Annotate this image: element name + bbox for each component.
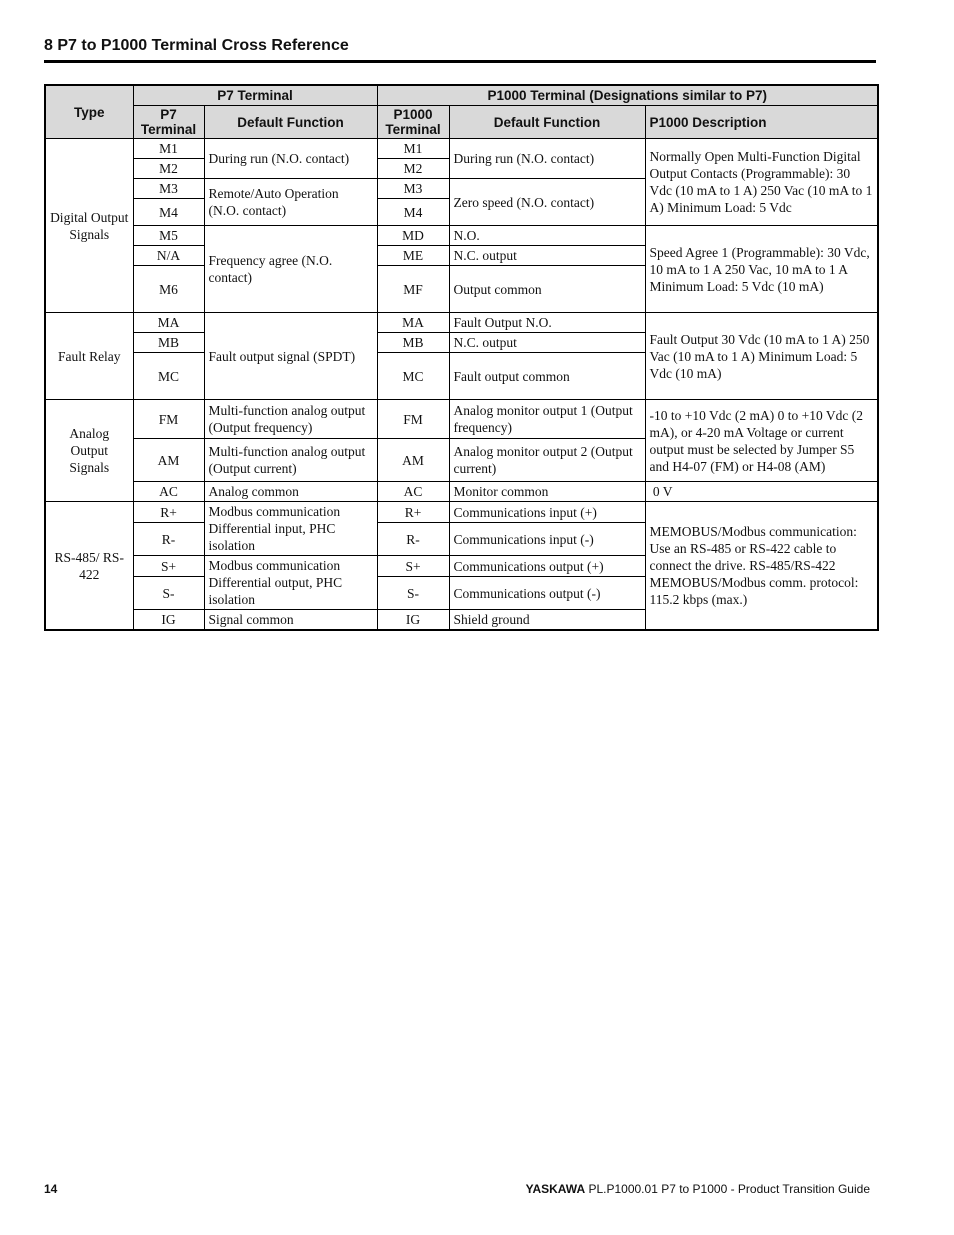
- p1000-description: Normally Open Multi-Function Digital Output Contacts (Programmable): 30 Vdc (10 mA to 1 A) 250 Vac (10 mA to 1 A) Minimum Load: 5 Vdc: [645, 139, 878, 226]
- p7-function: Remote/Auto Operation (N.O. contact): [204, 179, 377, 226]
- p7-function: Signal common: [204, 610, 377, 631]
- p7-terminal: M6: [133, 266, 204, 313]
- header-p7-terminal: P7 Terminal: [133, 106, 204, 139]
- type-rs485-rs422: RS-485/ RS-422: [45, 502, 133, 631]
- p1000-terminal: R+: [377, 502, 449, 523]
- header-row-columns: [45, 106, 878, 139]
- brand-name: YASKAWA: [525, 1182, 586, 1196]
- table-row: [45, 139, 878, 159]
- p7-function: During run (N.O. contact): [204, 139, 377, 179]
- p7-terminal: M3: [133, 179, 204, 199]
- p7-terminal: IG: [133, 610, 204, 631]
- p1000-function: Fault Output N.O.: [449, 313, 645, 333]
- terminal-cross-reference-table: [44, 84, 879, 631]
- type-digital-output: Digital Output Signals: [45, 139, 133, 313]
- p7-terminal: MA: [133, 313, 204, 333]
- p1000-terminal: S-: [377, 577, 449, 610]
- header-type: Type: [45, 85, 133, 139]
- p1000-terminal: MC: [377, 353, 449, 400]
- p1000-terminal: R-: [377, 523, 449, 556]
- p1000-description: MEMOBUS/Modbus communication: Use an RS-485 or RS-422 cable to connect the drive. RS-485/RS-422 MEMOBUS/Modbus comm. protocol: 115.2 kbps (max.): [645, 502, 878, 631]
- p1000-terminal: M2: [377, 159, 449, 179]
- header-p1000-default-function: Default Function: [449, 106, 645, 139]
- footer-doc-title: [526, 1182, 870, 1196]
- table-row: [45, 482, 878, 502]
- p1000-terminal: M1: [377, 139, 449, 159]
- p1000-function: During run (N.O. contact): [449, 139, 645, 179]
- p1000-function: Analog monitor output 1 (Output frequency): [449, 400, 645, 439]
- table-row: [45, 400, 878, 439]
- p1000-function: Analog monitor output 2 (Output current): [449, 439, 645, 482]
- p1000-function: N.C. output: [449, 333, 645, 353]
- p7-terminal: N/A: [133, 246, 204, 266]
- p1000-function: Communications input (+): [449, 502, 645, 523]
- p1000-function: Zero speed (N.O. contact): [449, 179, 645, 226]
- p7-terminal: M5: [133, 226, 204, 246]
- p7-terminal: FM: [133, 400, 204, 439]
- p7-function: Multi-function analog output (Output frequency): [204, 400, 377, 439]
- p7-function: Modbus communication Differential output, PHC isolation: [204, 556, 377, 610]
- p1000-description: -10 to +10 Vdc (2 mA) 0 to +10 Vdc (2 mA), or 4-20 mA Voltage or current output must be selected by Jumper S5 and H4-07 (FM) or H4-08 (AM): [645, 400, 878, 482]
- p1000-function: Monitor common: [449, 482, 645, 502]
- p1000-description: Fault Output 30 Vdc (10 mA to 1 A) 250 Vac (10 mA to 1 A) Minimum Load: 5 Vdc (10 mA): [645, 313, 878, 400]
- doc-title: PL.P1000.01 P7 to P1000 - Product Transition Guide: [585, 1182, 870, 1196]
- header-p1000-terminal-group: P1000 Terminal (Designations similar to P7): [377, 85, 878, 106]
- p1000-function: Output common: [449, 266, 645, 313]
- p7-terminal: MC: [133, 353, 204, 400]
- p1000-function: N.O.: [449, 226, 645, 246]
- p1000-terminal: MD: [377, 226, 449, 246]
- p1000-terminal: S+: [377, 556, 449, 577]
- title-rule: [44, 60, 876, 63]
- p7-terminal: M4: [133, 199, 204, 226]
- header-p7-default-function: Default Function: [204, 106, 377, 139]
- p7-terminal: AM: [133, 439, 204, 482]
- table-row: [45, 313, 878, 333]
- p1000-terminal: ME: [377, 246, 449, 266]
- p7-function: Multi-function analog output (Output current): [204, 439, 377, 482]
- p7-function: Analog common: [204, 482, 377, 502]
- table-row: [45, 226, 878, 246]
- page-number: 14: [44, 1182, 58, 1196]
- p7-function: Fault output signal (SPDT): [204, 313, 377, 400]
- table-row: [45, 502, 878, 523]
- p1000-terminal: FM: [377, 400, 449, 439]
- type-analog-output: Analog Output Signals: [45, 400, 133, 502]
- p7-terminal: M1: [133, 139, 204, 159]
- p1000-function: N.C. output: [449, 246, 645, 266]
- p1000-terminal: IG: [377, 610, 449, 631]
- p1000-function: Communications output (-): [449, 577, 645, 610]
- p1000-terminal: MB: [377, 333, 449, 353]
- header-p1000-terminal: P1000 Terminal: [377, 106, 449, 139]
- header-row-group: [45, 85, 878, 106]
- p7-terminal: S-: [133, 577, 204, 610]
- section-title: 8 P7 to P1000 Terminal Cross Reference: [44, 37, 349, 54]
- p7-terminal: S+: [133, 556, 204, 577]
- type-fault-relay: Fault Relay: [45, 313, 133, 400]
- p1000-terminal: M3: [377, 179, 449, 199]
- header-p7-terminal-group: P7 Terminal: [133, 85, 377, 106]
- p1000-terminal: AC: [377, 482, 449, 502]
- p7-terminal: M2: [133, 159, 204, 179]
- p1000-function: Shield ground: [449, 610, 645, 631]
- p1000-terminal: MA: [377, 313, 449, 333]
- p1000-description: 0 V: [645, 482, 878, 502]
- p1000-terminal: MF: [377, 266, 449, 313]
- p7-function: Modbus communication Differential input, PHC isolation: [204, 502, 377, 556]
- p1000-terminal: AM: [377, 439, 449, 482]
- p1000-function: Communications input (-): [449, 523, 645, 556]
- p7-function: Frequency agree (N.O. contact): [204, 226, 377, 313]
- p1000-function: Communications output (+): [449, 556, 645, 577]
- p1000-terminal: M4: [377, 199, 449, 226]
- header-p1000-description: P1000 Description: [645, 106, 878, 139]
- p1000-function: Fault output common: [449, 353, 645, 400]
- p1000-description: Speed Agree 1 (Programmable): 30 Vdc, 10 mA to 1 A 250 Vac, 10 mA to 1 A Minimum Load: 5 Vdc (10 mA): [645, 226, 878, 313]
- p7-terminal: R-: [133, 523, 204, 556]
- p7-terminal: MB: [133, 333, 204, 353]
- p7-terminal: R+: [133, 502, 204, 523]
- p7-terminal: AC: [133, 482, 204, 502]
